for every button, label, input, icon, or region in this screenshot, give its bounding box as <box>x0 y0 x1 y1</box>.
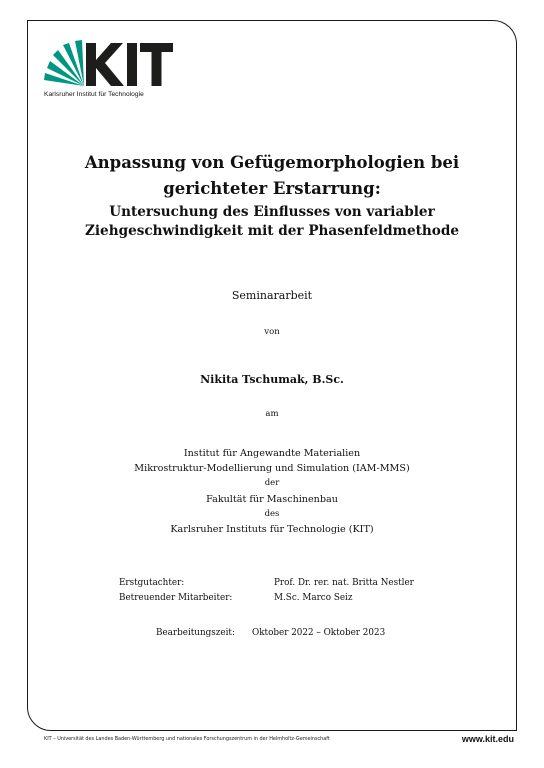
subtitle-line-1: Untersuchung des Einflusses von variabler <box>109 204 435 220</box>
supervisor-label: Betreuender Mitarbeiter: <box>119 593 233 603</box>
am-label: am <box>265 409 279 419</box>
subtitle-line-2: Ziehgeschwindigkeit mit der Phasenfeldmethode <box>84 223 460 239</box>
institution-line-3: der <box>264 478 280 489</box>
institution-line-1: Institut für Angewandte Materialien <box>183 448 361 459</box>
institution-line-5: des <box>264 508 280 519</box>
von-label: von <box>264 327 280 337</box>
institution-line-4: Fakultät für Maschinenbau <box>206 493 338 505</box>
first-examiner-label: Erstgutachter: <box>119 578 185 588</box>
institution-block <box>0 446 544 537</box>
author-name: Nikita Tschumak, B.Sc. <box>200 373 344 386</box>
period-label: Bearbeitungszeit: <box>156 628 235 638</box>
document-type: Seminararbeit <box>231 289 313 302</box>
institution-line-6: Karlsruher Instituts für Technologie (KIT) <box>170 524 374 536</box>
kit-logo-mark <box>44 40 174 88</box>
supervisor-labels <box>119 576 232 606</box>
period-value: Oktober 2022 – Oktober 2023 <box>252 628 386 638</box>
supervisor-value: M.Sc. Marco Seiz <box>274 593 353 603</box>
title-line-2: gerichteter Erstarrung: <box>163 179 381 198</box>
logo-tagline: Karlsruher Institut für Technologie <box>44 91 144 98</box>
kit-logo <box>44 40 174 104</box>
institution-line-2: Mikrostruktur-Modellierung und Simulation (IAM-MMS) <box>134 463 410 475</box>
footer-text: KIT – Universität des Landes Baden-Württemberg und nationales Forschungszentrum in der Helmholtz-Gemeinschaft <box>44 736 330 742</box>
first-examiner-value: Prof. Dr. rer. nat. Britta Nestler <box>274 578 414 588</box>
title-main <box>0 150 544 202</box>
supervisor-values <box>274 576 414 606</box>
footer-url[interactable]: www.kit.edu <box>461 734 514 744</box>
title-line-1: Anpassung von Gefügemorphologien bei <box>84 153 460 172</box>
subtitle <box>0 203 544 241</box>
